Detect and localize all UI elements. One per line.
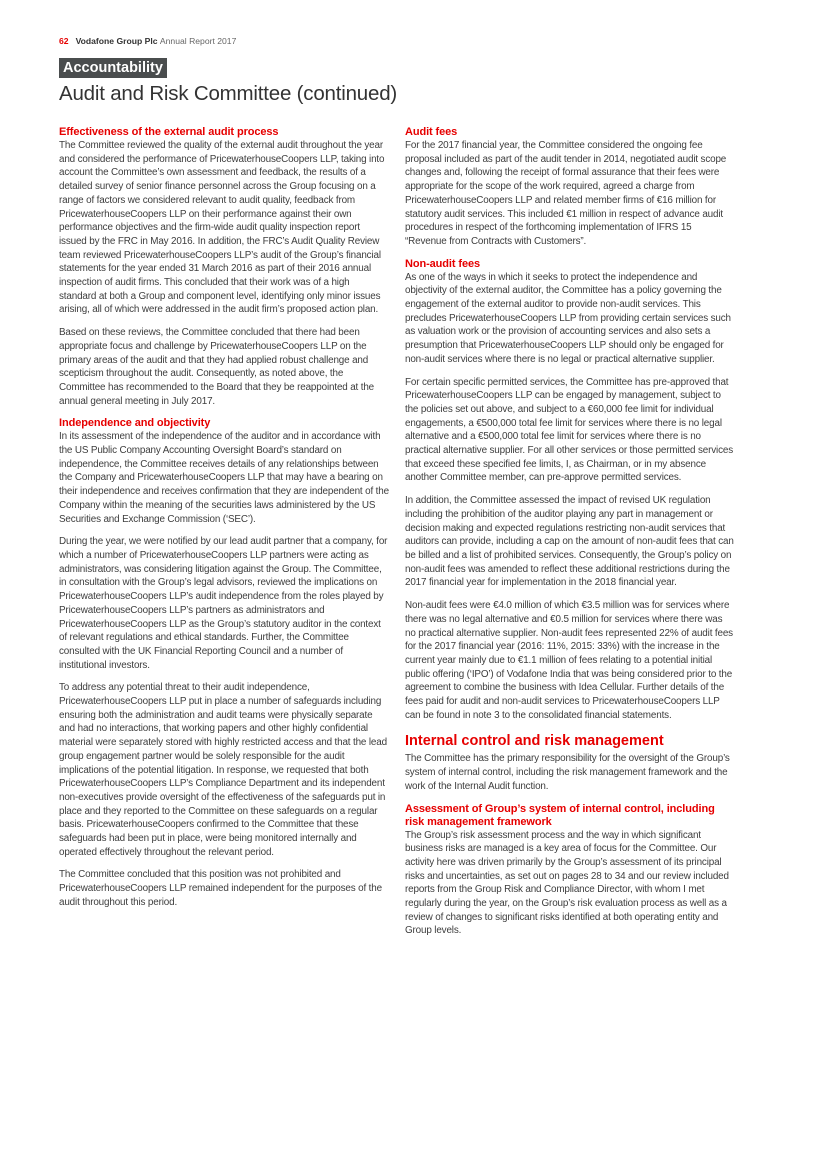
- left-column: [59, 126, 389, 919]
- paragraph: For the 2017 financial year, the Committee considered the ongoing fee proposal included as part of the audit tender in 2014, negotiated audit scope changes and, following the receipt of formal assurance that their fees were appropriate for the scope of the work required, agreed a charge from PricewaterhouseCoopers LLP and related member firms of €16 million for statutory audit services. This included €1 million in respect of advance audit procedures in respect of the forthcoming implementation of IFRS 15 “Revenue from Contracts with Customers”.: [405, 140, 727, 247]
- heading-independence: Independence and objectivity: [59, 417, 211, 430]
- paragraph: In addition, the Committee assessed the impact of revised UK regulation including the prohibition of the auditor playing any part in management or decision making and expected regulations restricting non-audit services that auditors can provide, including a cap on the amount of non-audit fees that can be billed and a list of prohibited services. Consequently, the Group’s policy on non-audit fees was amended to reflect these additional restrictions during the 2017 financial year for implementation in the 2018 financial year.: [405, 495, 734, 589]
- paragraph: Based on these reviews, the Committee concluded that there had been appropriate focus and challenge by PricewaterhouseCoopers LLP on the primary areas of the audit and that they had applied robust challenge and scepticism throughout the audit. Consequently, as noted above, the Committee has recommended to the Board that they be reappointed at the annual general meeting in July 2017.: [59, 327, 375, 407]
- paragraph: The Group’s risk assessment process and the way in which significant business risks are managed is a key area of focus for the Committee. Our activity here was driven primarily by the Group’s assessment of its principal risks and uncertainties, as set out on pages 28 to 34 and our review included reports from the Group Risk and Compliance Director, with whom I met regularly during the year, on the Group’s risk evaluation process as well as a review of changes to significant risks identified at both operating entity and Group levels.: [405, 829, 729, 937]
- page-header: [59, 36, 236, 46]
- heading-assessment: Assessment of Group’s system of internal control, including risk management framework: [405, 802, 715, 828]
- page-number: 62: [59, 36, 69, 46]
- paragraph: To address any potential threat to their audit independence, PricewaterhouseCoopers LLP put in place a number of safeguards including ensuring both the administration and audit teams were physically separate and had no interactions, that working papers and other highly confidential material were separately stored with highly restricted access and that the lead group engagement partner would be solely responsible for the audit implications of the potential litigation. In response, we requested that both PricewaterhouseCoopers LLP’s Compliance Department and its independent non-executives provide oversight of the effectiveness of the safeguards put in place and they reported to the Committee on these safeguards on a regular basis. PricewaterhouseCoopers confirmed to the Committee that these safeguards had been put in place, were being monitored internally and operated effectively throughout the relevant period.: [59, 682, 387, 858]
- paragraph: During the year, we were notified by our lead audit partner that a company, for which a number of PricewaterhouseCoopers LLP partners were acting as administrators, was considering litigation against the Group. The Committee, in consultation with the Group’s legal advisors, reviewed the implications on PricewaterhouseCoopers LLP’s audit independence from the roles played by PricewaterhouseCoopers LLP’s partners as administrators and PricewaterhouseCoopers LLP as the Group’s statutory auditor in the context of relevant regulations and ethical standards. Further, the Committee consulted with the UK Financial Reporting Council and a number of institutional investors.: [59, 536, 388, 671]
- paragraph: For certain specific permitted services, the Committee has pre-approved that PricewaterhouseCoopers LLP can be engaged by management, subject to the policies set out above, and subject to a €60,000 fee limit for individual engagements, a €500,000 total fee limit for services where there is no legal alternative and a €500,000 total fee limit for services where there is no practical alternative supplier. For all other services or those permitted services that exceed these specified fee limits, I, as Chairman, or in my absence another Committee member, can pre-approve permitted services.: [405, 376, 733, 484]
- heading-audit-fees: Audit fees: [405, 126, 458, 138]
- paragraph: Non-audit fees were €4.0 million of which €3.5 million was for services where there was no legal alternative and €0.5 million for services where there was no practical alternative supplier. Non-audit fees represented 22% of audit fees for the 2017 financial year (2016: 11%, 2015: 33%) with the increase in the current year mainly due to €1.1 million of fees relating to a potential initial public offering (‘IPO’) of Vodafone India that was being considered prior to the agreement to combine the business with Idea Cellular. Further details of the fees paid for audit and non-audit services to PricewaterhouseCoopers LLP can be found in note 3 to the consolidated financial statements.: [405, 600, 733, 721]
- paragraph: The Committee concluded that this position was not prohibited and PricewaterhouseCoopers LLP remained independent for the purposes of the audit throughout this period.: [59, 869, 382, 908]
- heading-effectiveness: Effectiveness of the external audit process: [59, 126, 279, 138]
- paragraph: The Committee has the primary responsibility for the oversight of the Group’s system of internal control, including the risk management framework and the work of the Internal Audit function.: [405, 753, 730, 792]
- right-column: [405, 126, 735, 947]
- paragraph: The Committee reviewed the quality of the external audit throughout the year and considered the performance of PricewaterhouseCoopers LLP, taking into account the Committee’s own assessment and feedback, the results of a detailed survey of senior finance personnel across the Group focusing on a range of factors we considered relevant to audit quality, feedback from PricewaterhouseCoopers LLP on their performance against their own performance objectives and the firm-wide audit quality inspection report issued by the FRC in May 2016. In addition, the FRC’s Audit Quality Review team reviewed PricewaterhouseCoopers LLP’s audit of the Group’s financial statements for the year ended 31 March 2016 as part of their 2016 annual inspection of audit firms. This concluded that their work was of a high standard at both a Group and component level, identifying only minor issues arising, all of which were addressed in the audit firm’s proposed action plan.: [59, 140, 385, 316]
- paragraph: In its assessment of the independence of the auditor and in accordance with the US Public Company Accounting Oversight Board’s standard on independence, the Committee receives details of any relationships between the Company and PricewaterhouseCoopers LLP that may have a bearing on their independence and receives confirmation that they are independent of the Company within the meaning of the securities laws administered by the US Securities and Exchange Commission (‘SEC’).: [59, 431, 389, 525]
- section-tag: Accountability: [59, 58, 167, 78]
- heading-internal-control: Internal control and risk management: [405, 733, 664, 750]
- heading-non-audit-fees: Non-audit fees: [405, 257, 480, 270]
- page-title: Audit and Risk Committee (continued): [59, 82, 398, 105]
- report-name: Annual Report 2017: [159, 36, 237, 46]
- company-name: Vodafone Group Plc: [75, 36, 158, 46]
- paragraph: As one of the ways in which it seeks to protect the independence and objectivity of the external auditor, the Committee has a policy governing the engagement of the external auditor to provide non-audit services. This precludes PricewaterhouseCoopers LLP from providing certain services such as valuation work or the provision of accounting services and also sets a presumption that PricewaterhouseCoopers LLP should only be engaged for non-audit services where there is no legal or practical alternative supplier.: [405, 271, 731, 365]
